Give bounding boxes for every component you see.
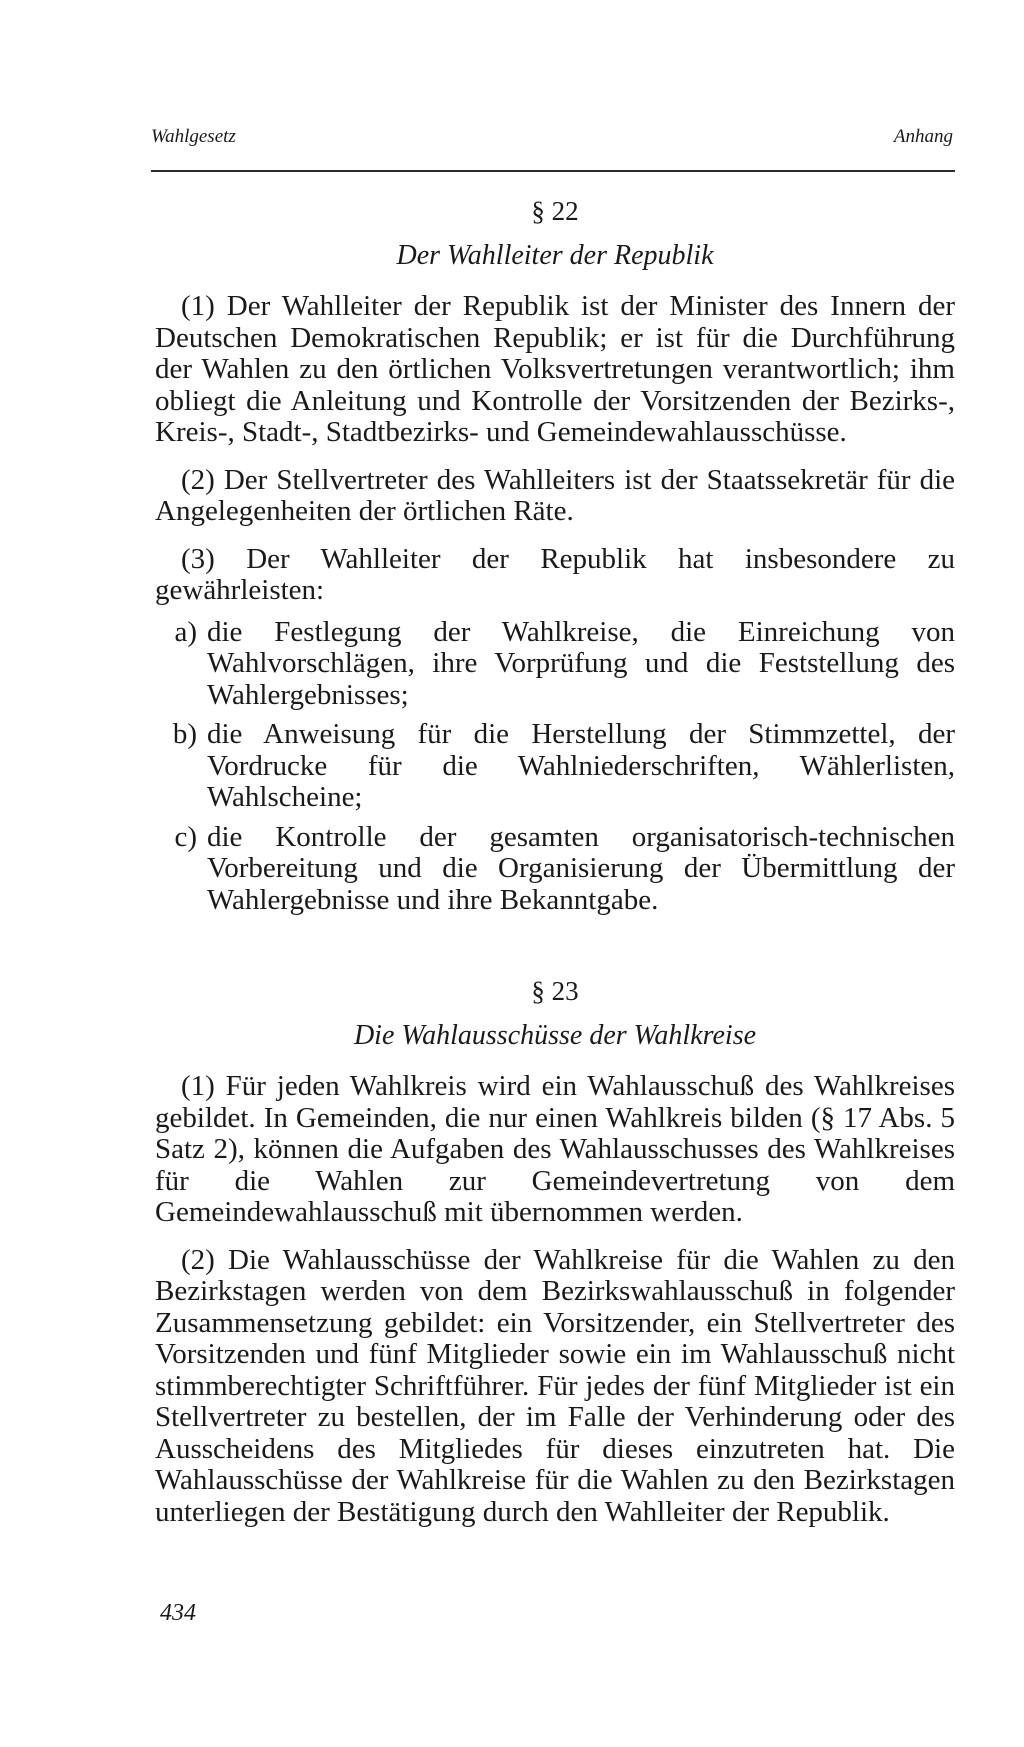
section-title: Der Wahlleiter der Republik [396, 239, 714, 271]
header-title-right: Anhang [893, 126, 953, 147]
header-title-left: Wahlgesetz [151, 126, 236, 147]
list-item [155, 719, 955, 814]
list-item-label: c) [174, 820, 197, 853]
list-item-label: a) [174, 615, 197, 648]
enumerated-list [155, 617, 955, 917]
section-23 [155, 976, 955, 1528]
list-item-text: die Anweisung für die Herstellung der Stimmzettel, der Vordrucke für die Wahlniederschriften, Wählerlisten, Wahlscheine; [207, 718, 955, 813]
list-item [155, 617, 955, 712]
list-item-label: b) [172, 718, 197, 750]
section-title: Die Wahlausschüsse der Wahlkreise [353, 1019, 757, 1051]
section-22 [155, 196, 955, 916]
section-number: § 23 [531, 976, 579, 1006]
list-item [155, 822, 955, 917]
paragraph: (2) Die Wahlausschüsse der Wahlkreise für die Wahlen zu den Bezirkstagen werden von dem Bezirkswahlausschuß in folgender Zusammensetzung gebildet: ein Vorsitzender, ein Stellvertreter des Vorsitzenden und fünf Mitglieder sowie ein im Wahlausschuß nicht stimmberechtigter Schriftführer. Für jedes der fünf Mitglieder ist ein Stellvertreter zu bestellen, der im Falle der Verhinderung oder des Ausscheidens des Mitgliedes für dieses einzutreten hat. Die Wahlausschüsse der Wahlkreise für die Wahlen zu den Bezirkstagen unterliegen der Bestätigung durch den Wahlleiter der Republik. [155, 1243, 955, 1528]
paragraph: (1) Der Wahlleiter der Republik ist der Minister des Innern der Deutschen Demokratischen Republik; er ist für die Durchführung der Wahlen zu den örtlichen Volksvertretungen verantwortlich; ihm obliegt die Anleitung und Kontrolle der Vorsitzenden der Bezirks-, Kreis-, Stadt-, Stadtbezirks- und Gemeindewahlausschüsse. [155, 290, 955, 448]
list-item-text: die Festlegung der Wahlkreise, die Einreichung von Wahlvorschlägen, ihre Vorprüfung und die Feststellung des Wahlergebnisses; [207, 615, 955, 711]
running-header [151, 116, 955, 172]
list-item-text: die Kontrolle der gesamten organisatorisch-technischen Vorbereitung und die Organisierung der Übermittlung der Wahlergebnisse und ihre Bekanntgabe. [207, 820, 955, 916]
paragraph: (3) Der Wahlleiter der Republik hat insbesondere zu gewährleisten: [155, 542, 955, 606]
paragraph: (1) Für jeden Wahlkreis wird ein Wahlausschuß des Wahlkreises gebildet. In Gemeinden, die nur einen Wahlkreis bilden (§ 17 Abs. 5 Satz 2), können die Aufgaben des Wahlausschusses des Wahlkreises für die Wahlen zur Gemeindevertretung von dem Gemeindewahlausschuß mit übernommen werden. [155, 1070, 955, 1228]
page-number: 434 [160, 1600, 196, 1626]
page-body [155, 196, 955, 1544]
section-number: § 22 [531, 196, 579, 226]
paragraph: (2) Der Stellvertreter des Wahlleiters ist der Staatssekretär für die Angelegenheiten der örtlichen Räte. [155, 463, 955, 527]
section-spacer [155, 930, 955, 976]
